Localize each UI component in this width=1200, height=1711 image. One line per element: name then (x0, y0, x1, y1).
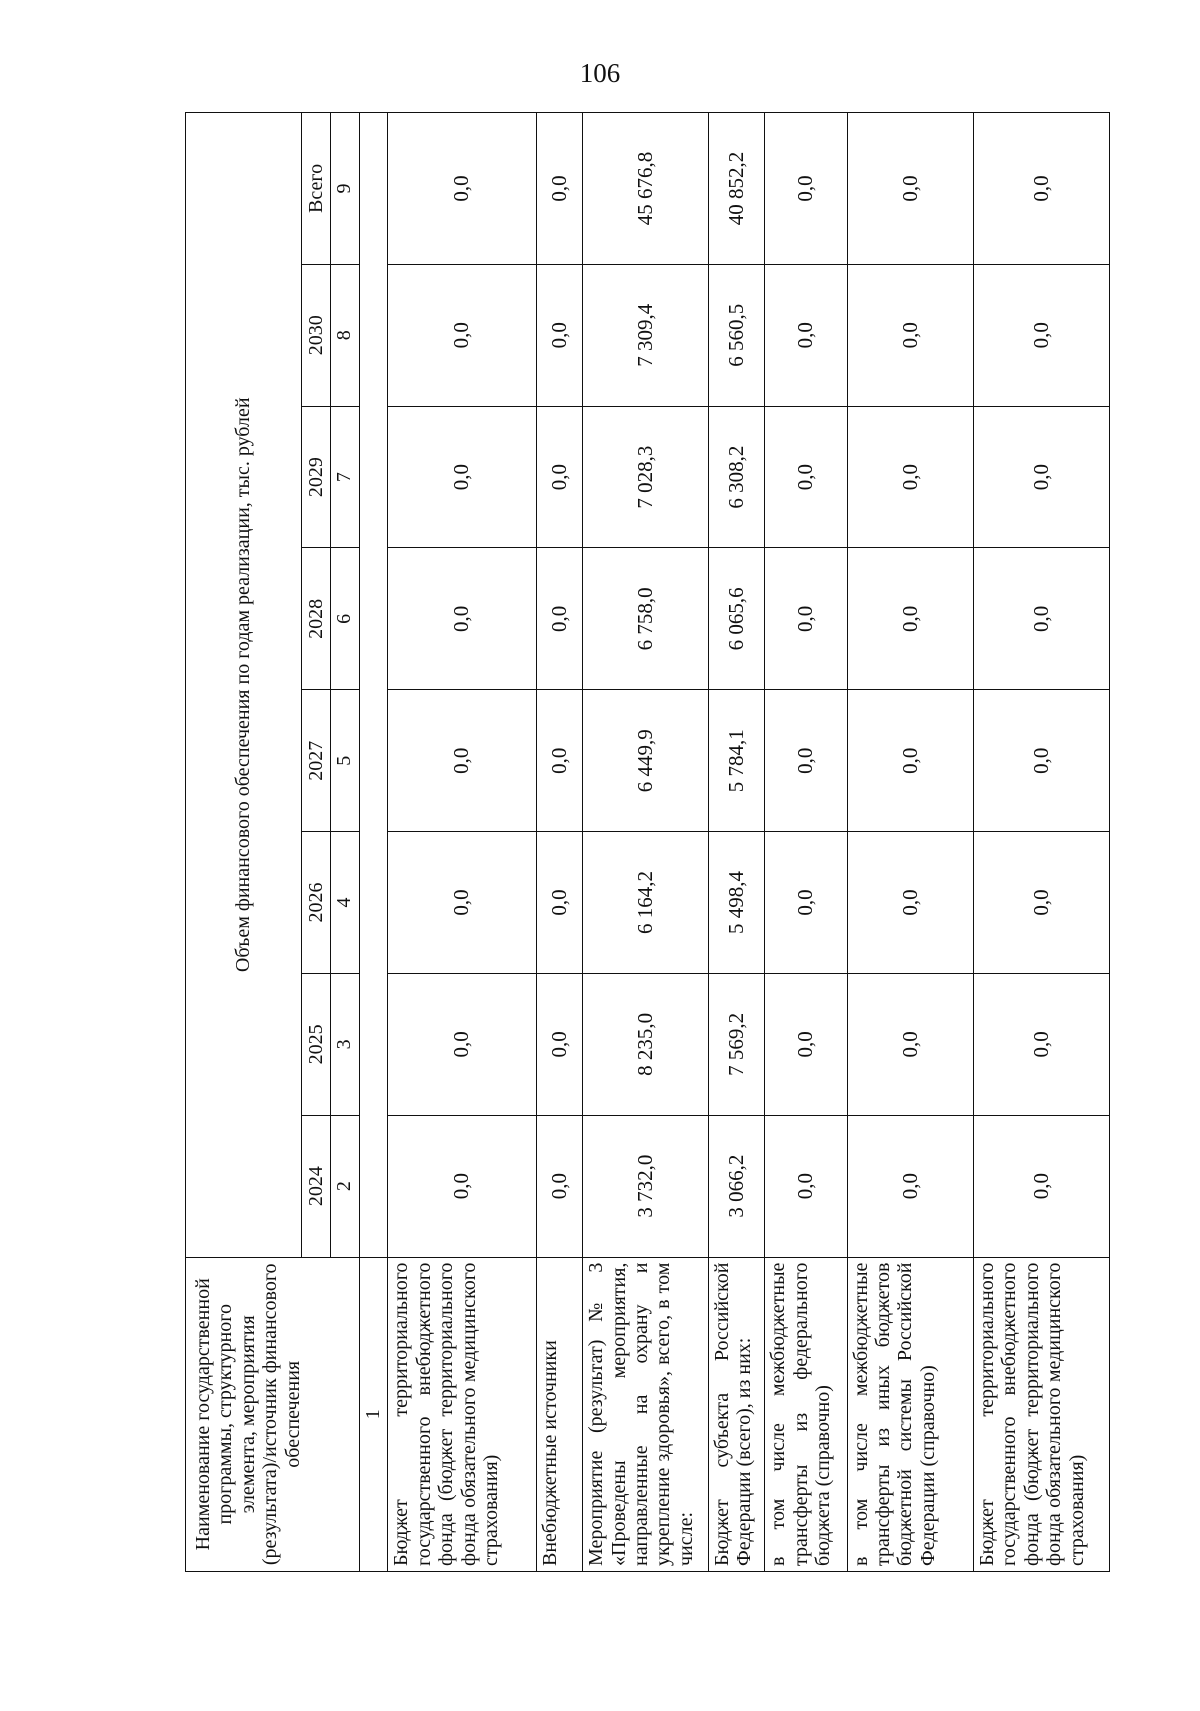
cell-value: 0,0 (847, 973, 973, 1115)
cell-value: 0,0 (974, 406, 1110, 548)
cell-value: 7 028,3 (583, 406, 708, 548)
cell-value: 6 560,5 (708, 264, 765, 406)
header-volume-title: Объем финансового обеспечения по годам реализации, тыс. рублей (186, 113, 302, 1258)
header-year: 2024 (301, 1115, 330, 1257)
page-number: 106 (579, 58, 621, 88)
row-name: Бюджет территориального государственного внебюджетного фонда (бюджет территориального фонда обязательного медицинского страхования) (388, 1257, 537, 1571)
row-name: Внебюджетные источники (536, 1257, 582, 1571)
header-col-number: 9 (330, 113, 359, 265)
cell-value: 0,0 (765, 690, 847, 832)
cell-value: 0,0 (536, 832, 582, 974)
header-year: 2028 (301, 548, 330, 690)
cell-value: 0,0 (765, 406, 847, 548)
header-col-number: 4 (330, 832, 359, 974)
cell-value: 7 309,4 (583, 264, 708, 406)
header-year-total: Всего (301, 113, 330, 265)
cell-value: 0,0 (974, 264, 1110, 406)
cell-value: 0,0 (974, 973, 1110, 1115)
cell-value: 0,0 (536, 690, 582, 832)
rotated-table-wrapper (185, 112, 1110, 1572)
cell-value: 0,0 (388, 973, 537, 1115)
header-col-number: 3 (330, 973, 359, 1115)
header-year: 2027 (301, 690, 330, 832)
cell-value: 0,0 (765, 1115, 847, 1257)
cell-value: 0,0 (974, 690, 1110, 832)
cell-value: 0,0 (388, 548, 537, 690)
cell-value: 0,0 (847, 1115, 973, 1257)
table-row (847, 113, 973, 1572)
header-col-number: 6 (330, 548, 359, 690)
header-year: 2029 (301, 406, 330, 548)
header-col-number: 8 (330, 264, 359, 406)
cell-value: 0,0 (536, 406, 582, 548)
cell-value: 5 498,4 (708, 832, 765, 974)
cell-value: 0,0 (847, 690, 973, 832)
header-year: 2026 (301, 832, 330, 974)
cell-value: 6 449,9 (583, 690, 708, 832)
cell-value: 0,0 (847, 406, 973, 548)
cell-value: 6 758,0 (583, 548, 708, 690)
row-name: Мероприятие (результат) № 3 «Проведены мероприятия, направленные на охрану и укрепление здоровья», всего, в том числе: (583, 1257, 708, 1571)
cell-value: 0,0 (536, 973, 582, 1115)
cell-value: 0,0 (765, 832, 847, 974)
cell-value: 0,0 (388, 832, 537, 974)
cell-value: 0,0 (765, 264, 847, 406)
row-name: в том числе межбюджетные трансферты из иных бюджетов бюджетной системы Российской Федерации (справочно) (847, 1257, 973, 1571)
row-name: Бюджет территориального государственного внебюджетного фонда (бюджет территориального фонда обязательного медицинского страхования) (974, 1257, 1110, 1571)
cell-value: 0,0 (765, 113, 847, 265)
cell-value: 0,0 (536, 113, 582, 265)
cell-value: 0,0 (388, 264, 537, 406)
cell-value: 0,0 (388, 113, 537, 265)
cell-value: 0,0 (974, 1115, 1110, 1257)
cell-value: 3 066,2 (708, 1115, 765, 1257)
row-name: Бюджет субъекта Российской Федерации (всего), из них: (708, 1257, 765, 1571)
cell-value: 0,0 (536, 548, 582, 690)
cell-value: 0,0 (974, 832, 1110, 974)
header-col-number-spacer (359, 113, 388, 1258)
cell-value: 0,0 (536, 264, 582, 406)
cell-value: 6 308,2 (708, 406, 765, 548)
cell-value: 0,0 (974, 113, 1110, 265)
cell-value: 3 732,0 (583, 1115, 708, 1257)
cell-value: 45 676,8 (583, 113, 708, 265)
header-col-number: 1 (359, 1257, 388, 1571)
table-row (388, 113, 537, 1572)
cell-value: 0,0 (847, 832, 973, 974)
header-year: 2025 (301, 973, 330, 1115)
header-name-column: Наименование государственной программы, структурного элемента, мероприятия (результата)/источник финансового обеспечения (186, 1257, 360, 1571)
cell-value: 6 065,6 (708, 548, 765, 690)
table-row (765, 113, 847, 1572)
cell-value: 40 852,2 (708, 113, 765, 265)
table-row (583, 113, 708, 1572)
cell-value: 0,0 (974, 548, 1110, 690)
cell-value: 0,0 (765, 973, 847, 1115)
header-col-number: 5 (330, 690, 359, 832)
cell-value: 5 784,1 (708, 690, 765, 832)
table-row (974, 113, 1110, 1572)
cell-value: 0,0 (388, 690, 537, 832)
header-col-number: 2 (330, 1115, 359, 1257)
header-col-number: 7 (330, 406, 359, 548)
table-row (536, 113, 582, 1572)
cell-value: 0,0 (847, 264, 973, 406)
financing-table (185, 112, 1110, 1572)
cell-value: 0,0 (388, 1115, 537, 1257)
cell-value: 8 235,0 (583, 973, 708, 1115)
table-row (708, 113, 765, 1572)
cell-value: 0,0 (536, 1115, 582, 1257)
cell-value: 0,0 (765, 548, 847, 690)
cell-value: 6 164,2 (583, 832, 708, 974)
cell-value: 7 569,2 (708, 973, 765, 1115)
cell-value: 0,0 (388, 406, 537, 548)
header-year: 2030 (301, 264, 330, 406)
cell-value: 0,0 (847, 548, 973, 690)
row-name: в том числе межбюджетные трансферты из федерального бюджета (справочно) (765, 1257, 847, 1571)
cell-value: 0,0 (847, 113, 973, 265)
